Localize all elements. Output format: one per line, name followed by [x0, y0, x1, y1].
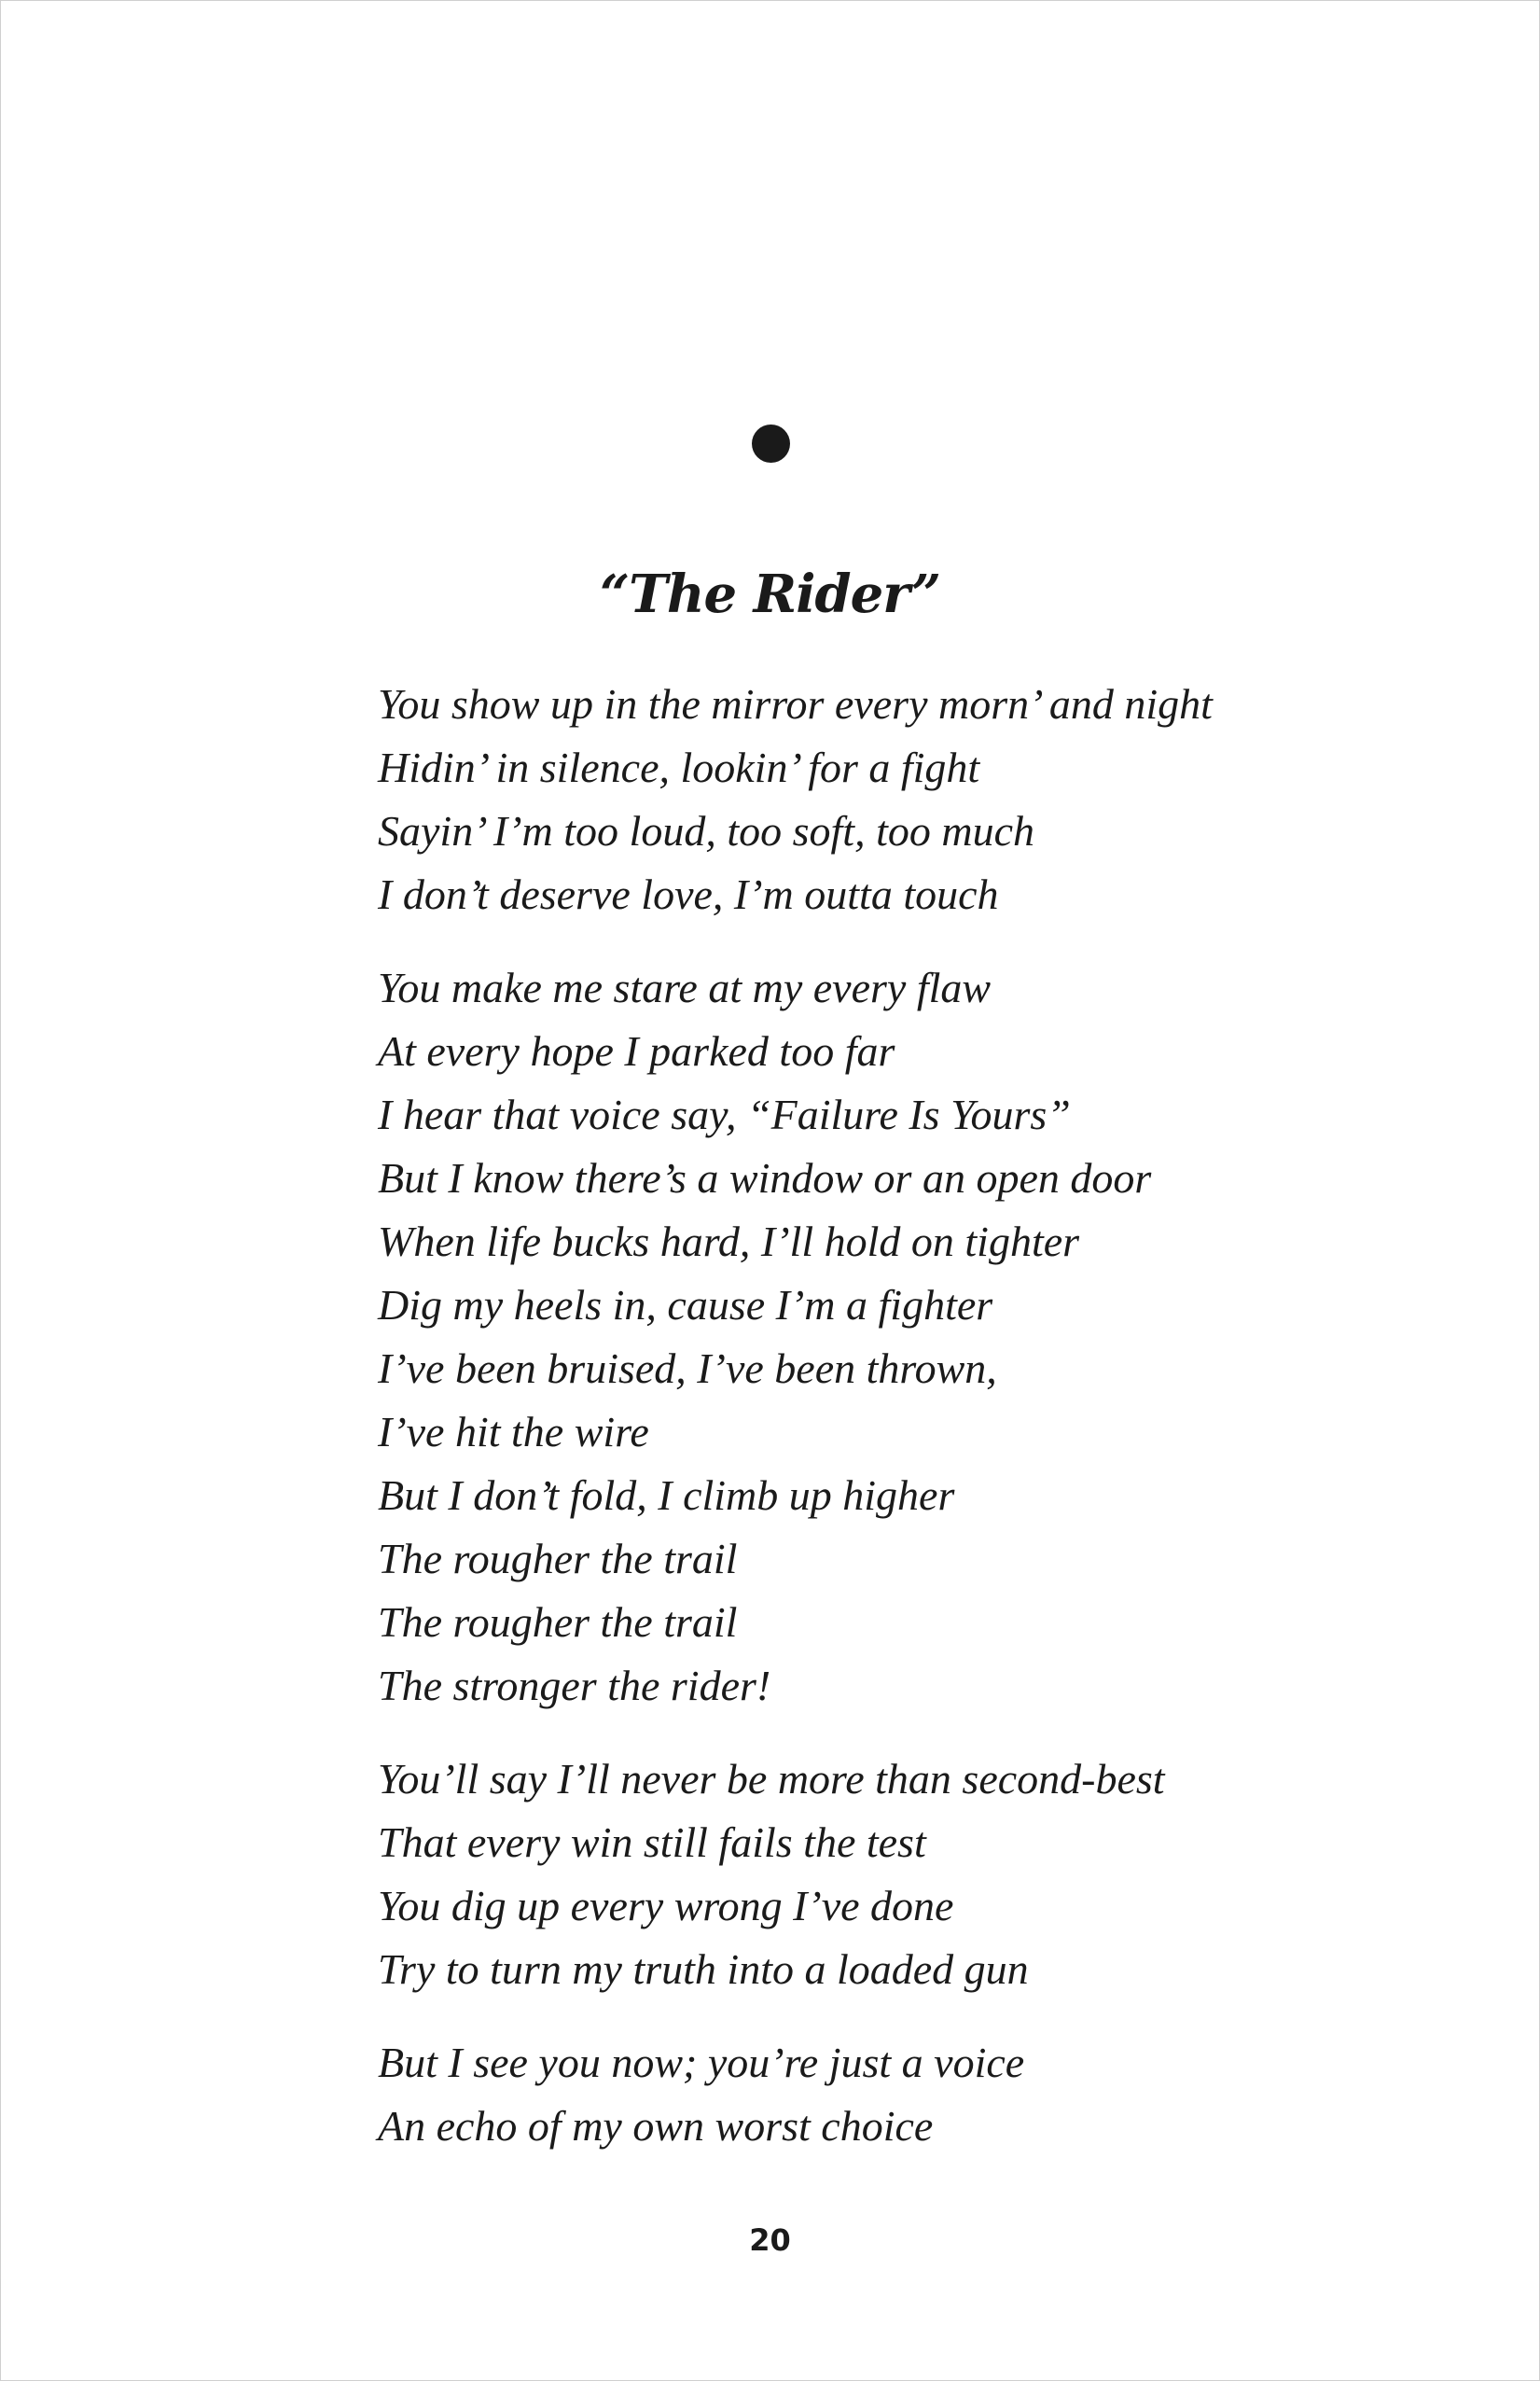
poem-line: You dig up every wrong I’ve done: [378, 1882, 954, 1929]
poem-line: Hidin’ in silence, lookin’ for a fight: [378, 744, 980, 791]
poem-line: You show up in the mirror every morn’ and night: [378, 680, 1213, 728]
stanza-gap: [378, 2001, 1450, 2031]
section-bullet-icon: [752, 425, 790, 463]
poem-line: Dig my heels in, cause I’m a fighter: [378, 1281, 993, 1329]
poem-line: But I don’t fold, I climb up higher: [378, 1471, 955, 1519]
poem-stanza: [378, 2031, 1450, 2158]
poem-line: Try to turn my truth into a loaded gun: [378, 1945, 1029, 1993]
poem-line: But I know there’s a window or an open door: [378, 1154, 1152, 1202]
stanza-gap: [378, 926, 1450, 956]
poem-body: [378, 673, 1450, 2158]
poem-stanza: [378, 956, 1450, 1718]
poem-stanza: [378, 1747, 1450, 2001]
poem-line: The rougher the trail: [378, 1535, 738, 1582]
poem-line: But I see you now; you’re just a voice: [378, 2039, 1025, 2086]
poem-title: “The Rider”: [599, 564, 941, 625]
poem-line: When life bucks hard, I’ll hold on tighter: [378, 1218, 1080, 1265]
poem-line: At every hope I parked too far: [378, 1027, 895, 1075]
poem-line: The stronger the rider!: [378, 1662, 771, 1709]
page-number: 20: [749, 2222, 791, 2258]
poem-line: I don’t deserve love, I’m outta touch: [378, 870, 999, 918]
stanza-gap: [378, 1718, 1450, 1747]
poem-stanza: [378, 673, 1450, 926]
poem-line: The rougher the trail: [378, 1598, 738, 1646]
poem-line: Sayin’ I’m too loud, too soft, too much: [378, 807, 1034, 855]
poem-line: I’ve been bruised, I’ve been thrown,: [378, 1344, 997, 1392]
poem-line: That every win still fails the test: [378, 1818, 926, 1866]
poem-line: I hear that voice say, “Failure Is Yours”: [378, 1091, 1071, 1138]
poem-line: You’ll say I’ll never be more than second-best: [378, 1755, 1165, 1803]
poem-line: I’ve hit the wire: [378, 1408, 649, 1455]
poem-line: An echo of my own worst choice: [378, 2102, 934, 2150]
poem-line: You make me stare at my every flaw: [378, 964, 992, 1011]
